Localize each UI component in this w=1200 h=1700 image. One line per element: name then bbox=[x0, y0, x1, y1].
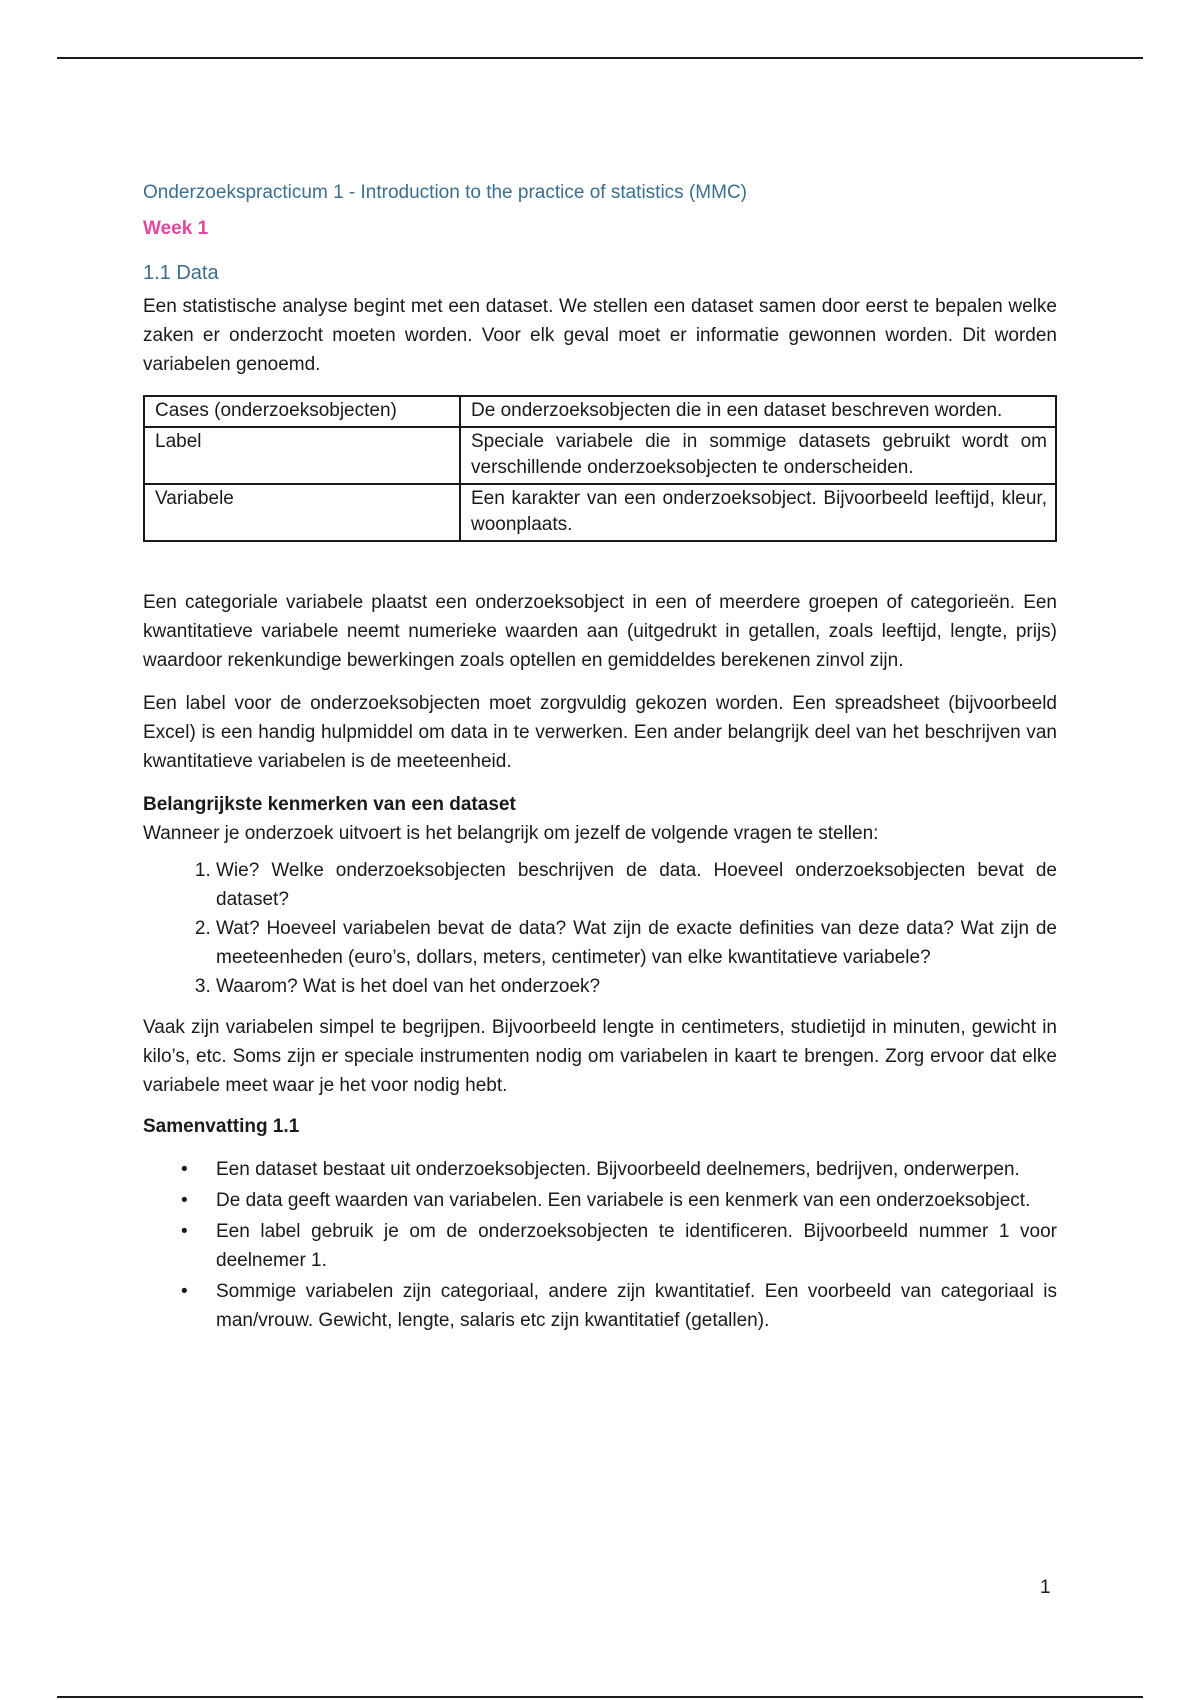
summary-item-text: Een label gebruik je om de onderzoeksobjecten te identificeren. Bijvoorbeeld nummer 1 voor deelnemer 1. bbox=[216, 1221, 1057, 1271]
key-features-intro: Wanneer je onderzoek uitvoert is het belangrijk om jezelf de volgende vragen te stellen: bbox=[143, 823, 879, 844]
list-item bbox=[181, 1186, 1057, 1215]
variable-types-paragraph: Een categoriale variabele plaatst een onderzoeksobject in een of meerdere groepen of categorieën. Een kwantitatieve variabele neemt numerieke waarden aan (uitgedrukt in getallen, zoals leeftijd, lengte, prijs) waardoor rekenkundige bewerkingen zoals optellen en gemiddeldes berekenen zinvol zijn. bbox=[143, 592, 1057, 671]
list-item bbox=[181, 1155, 1057, 1184]
table-definition: Speciale variabele die in sommige datasets gebruikt wordt om verschillende onderzoeksobjecten te onderscheiden. bbox=[460, 427, 1056, 484]
table-row bbox=[144, 427, 1056, 484]
bottom-rule bbox=[57, 1696, 1143, 1698]
summary-heading: Samenvatting 1.1 bbox=[143, 1116, 300, 1137]
table-row bbox=[144, 396, 1056, 427]
bullet-icon: • bbox=[181, 1190, 188, 1211]
list-item bbox=[181, 1277, 1057, 1335]
summary-item-text: De data geeft waarden van variabelen. Een variabele is een kenmerk van een onderzoeksobject. bbox=[216, 1190, 1031, 1211]
closing-paragraph: Vaak zijn variabelen simpel te begrijpen. Bijvoorbeeld lengte in centimeters, studietijd in minuten, gewicht in kilo’s, etc. Soms zijn er speciale instrumenten nodig om variabelen in kaart te brengen. Zorg ervoor dat elke variabele meet waar je het voor nodig hebt. bbox=[143, 1017, 1057, 1096]
table-term: Variabele bbox=[144, 484, 460, 541]
bullet-icon: • bbox=[181, 1159, 188, 1180]
table-row bbox=[144, 484, 1056, 541]
summary-item-text: Een dataset bestaat uit onderzoeksobjecten. Bijvoorbeeld deelnemers, bedrijven, onderwerpen. bbox=[216, 1159, 1020, 1180]
list-item: 2. Wat? Hoeveel variabelen bevat de data? Wat zijn de exacte definities van deze data? Wat zijn de meeteenheden (euro’s, dollars, meters, centimeter) van elke kwantitatieve variabele? bbox=[216, 914, 1057, 972]
label-choice-paragraph: Een label voor de onderzoeksobjecten moet zorgvuldig gekozen worden. Een spreadsheet (bijvoorbeeld Excel) is een handig hulpmiddel om data in te verwerken. Een ander belangrijk deel van het beschrijven van kwantitatieve variabelen is de meeteenheid. bbox=[143, 693, 1057, 772]
page-content bbox=[143, 180, 1057, 1337]
table-definition: Een karakter van een onderzoeksobject. Bijvoorbeeld leeftijd, kleur, woonplaats. bbox=[460, 484, 1056, 541]
table-definition: De onderzoeksobjecten die in een dataset beschreven worden. bbox=[460, 396, 1056, 427]
table-term: Cases (onderzoeksobjecten) bbox=[144, 396, 460, 427]
list-item: 3. Waarom? Wat is het doel van het onderzoek? bbox=[216, 972, 1057, 1001]
intro-paragraph: Een statistische analyse begint met een dataset. We stellen een dataset samen door eerst te bepalen welke zaken er onderzocht moeten worden. Voor elk geval moet er informatie gewonnen worden. Dit worden variabelen genoemd. bbox=[143, 296, 1057, 375]
document-title: Onderzoekspracticum 1 - Introduction to the practice of statistics (MMC) bbox=[143, 182, 747, 203]
bullet-icon: • bbox=[181, 1221, 188, 1242]
bullet-icon: • bbox=[181, 1281, 188, 1302]
summary-list bbox=[143, 1155, 1057, 1335]
questions-list bbox=[143, 856, 1057, 1001]
section-heading: 1.1 Data bbox=[143, 262, 219, 284]
list-item: 1. Wie? Welke onderzoeksobjecten beschrijven de data. Hoeveel onderzoeksobjecten bevat de dataset? bbox=[216, 856, 1057, 914]
list-item bbox=[181, 1217, 1057, 1275]
definitions-table bbox=[143, 395, 1057, 542]
table-term: Label bbox=[144, 427, 460, 484]
key-features-heading: Belangrijkste kenmerken van een dataset bbox=[143, 794, 516, 815]
top-rule bbox=[57, 57, 1143, 59]
page-number: 1 bbox=[1040, 1577, 1051, 1598]
summary-item-text: Sommige variabelen zijn categoriaal, andere zijn kwantitatief. Een voorbeeld van categoriaal is man/vrouw. Gewicht, lengte, salaris etc zijn kwantitatief (getallen). bbox=[216, 1281, 1057, 1331]
week-label: Week 1 bbox=[143, 218, 209, 239]
